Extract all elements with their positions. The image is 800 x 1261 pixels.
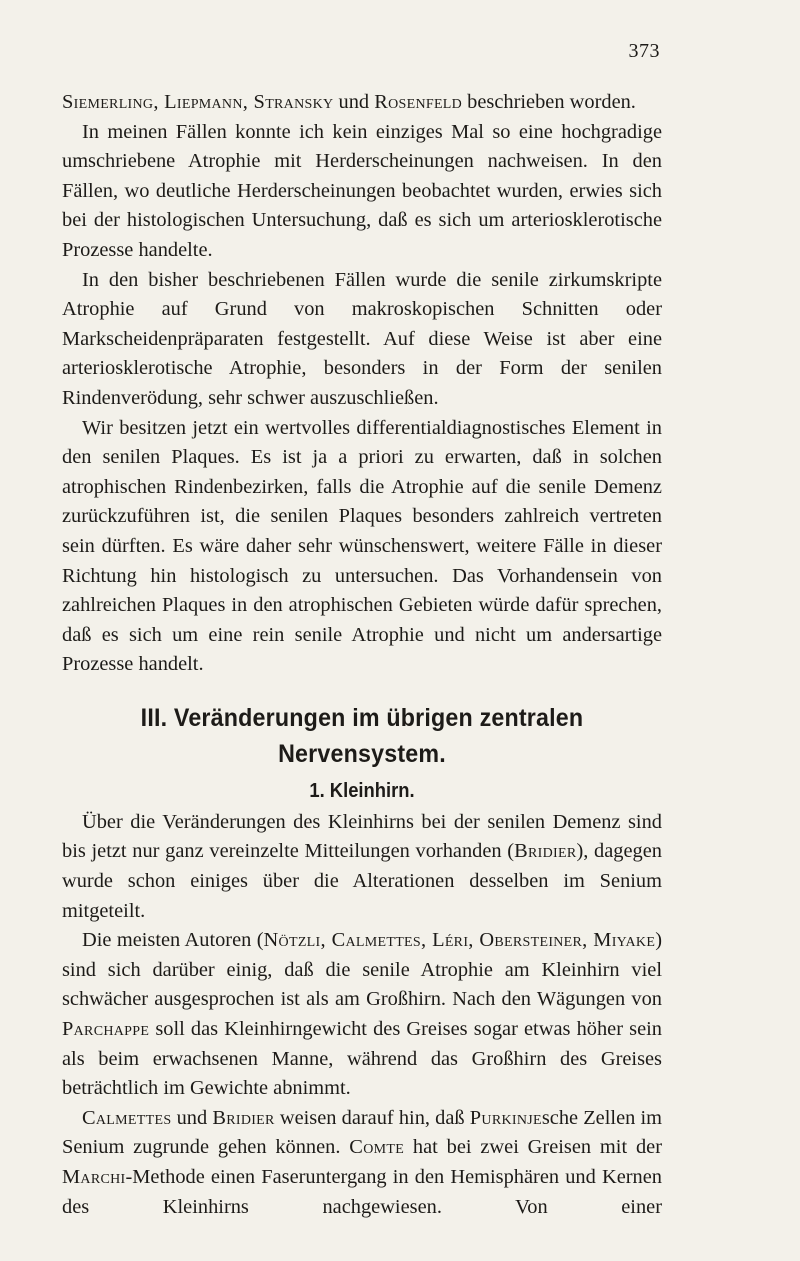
text-fragment: Die meisten Autoren ( <box>82 929 264 952</box>
author-name: Bridier <box>212 1106 275 1129</box>
body-text <box>62 88 662 1222</box>
author-name: Marchi <box>62 1166 126 1188</box>
author-name: Parchappe <box>62 1018 150 1041</box>
text-fragment: worden. <box>569 91 636 113</box>
text-fragment: -Methode einen Faseruntergang in den Hemisphären und Kernen des Kleinhirns nachgewiesen. Von einer <box>62 1166 662 1218</box>
paragraph-intro <box>62 88 662 118</box>
author-name: Bridier <box>514 840 577 863</box>
paragraph-5 <box>62 926 662 1104</box>
text-fragment: Über die Veränderungen des Kleinhirns bei der senilen Demenz sind bis jetzt nur ganz vereinzelte Mitteilungen vorhanden ( <box>62 810 662 863</box>
author-name: Purkinje <box>469 1106 542 1129</box>
paragraph-4 <box>62 808 662 926</box>
section-heading: III. Veränderungen im übrigen zentralen Nervensystem. <box>140 703 584 768</box>
text-fragment: und <box>171 1106 213 1129</box>
text-fragment: ) sind sich darüber einig, daß die senile Atrophie am Kleinhirn viel schwächer ausgesprochen ist als am Großhirn. Nach den Wägungen von <box>62 929 662 1011</box>
author-name: Comte <box>349 1136 405 1159</box>
text-fragment: hat bei zwei Greisen mit der <box>404 1136 662 1159</box>
paragraph-1: In meinen Fällen konnte ich kein einziges Mal so eine hochgradige umschriebene Atrophie mit Herderscheinungen nachweisen. In den Fällen, wo deutliche Herderscheinungen beobachtet wurden, erwies sich bei der histologischen Untersuchung, daß es sich um arteriosklerotische Prozesse handelte. <box>62 120 662 261</box>
text-fragment: weisen darauf hin, daß <box>274 1106 470 1129</box>
author-names: Nötzli, Calmettes, Léri, Obersteiner, Miyake <box>263 929 656 952</box>
subsection-heading: 1. Kleinhirn. <box>309 779 415 802</box>
paragraph-3: Wir besitzen jetzt ein wertvolles differentialdiagnostisches Element in den senilen Plaques. Es ist ja a priori zu erwarten, daß in solchen atrophischen Rindenbezirken, falls die Atrophie auf die senile Demenz zurückzuführen ist, die senilen Plaques besonders zahlreich vertreten sein dürften. Es wäre daher sehr wünschenswert, weitere Fälle in dieser Richtung hin histologisch zu untersuchen. Das Vorhandensein von zahlreichen Plaques in den atrophischen Gebieten würde dafür sprechen, daß es sich um eine rein senile Atrophie und nicht um andersartige Prozesse handelt. <box>62 416 662 676</box>
text-fragment: ), dagegen wurde schon einiges über die Alterationen desselben im Senium mitgeteilt. <box>62 840 662 922</box>
text-fragment: sche Zellen im Senium zugrunde gehen können. <box>62 1106 662 1159</box>
text-fragment: beschrieben <box>462 91 565 113</box>
text-fragment: und <box>333 91 375 113</box>
page-number: 373 <box>628 40 660 62</box>
paragraph-6 <box>62 1104 662 1222</box>
author-name: Rosenfeld <box>374 91 463 113</box>
text-fragment: soll das Kleinhirngewicht des Greises sogar etwas höher sein als beim erwachsenen Manne, während das Großhirn des Greises beträchtlich im Gewichte abnimmt. <box>62 1018 662 1100</box>
paragraph-2: In den bisher beschriebenen Fällen wurde die senile zirkumskripte Atrophie auf Grund von makroskopischen Schnitten oder Markscheidenpräparaten festgestellt. Auf diese Weise ist aber eine arteriosklerotische Atrophie, besonders in der Form der senilen Rindenverödung, sehr schwer auszuschließen. <box>62 268 662 409</box>
author-name: Calmettes <box>82 1106 172 1129</box>
author-names: Siemerling, Liepmann, Stransky <box>62 91 334 113</box>
